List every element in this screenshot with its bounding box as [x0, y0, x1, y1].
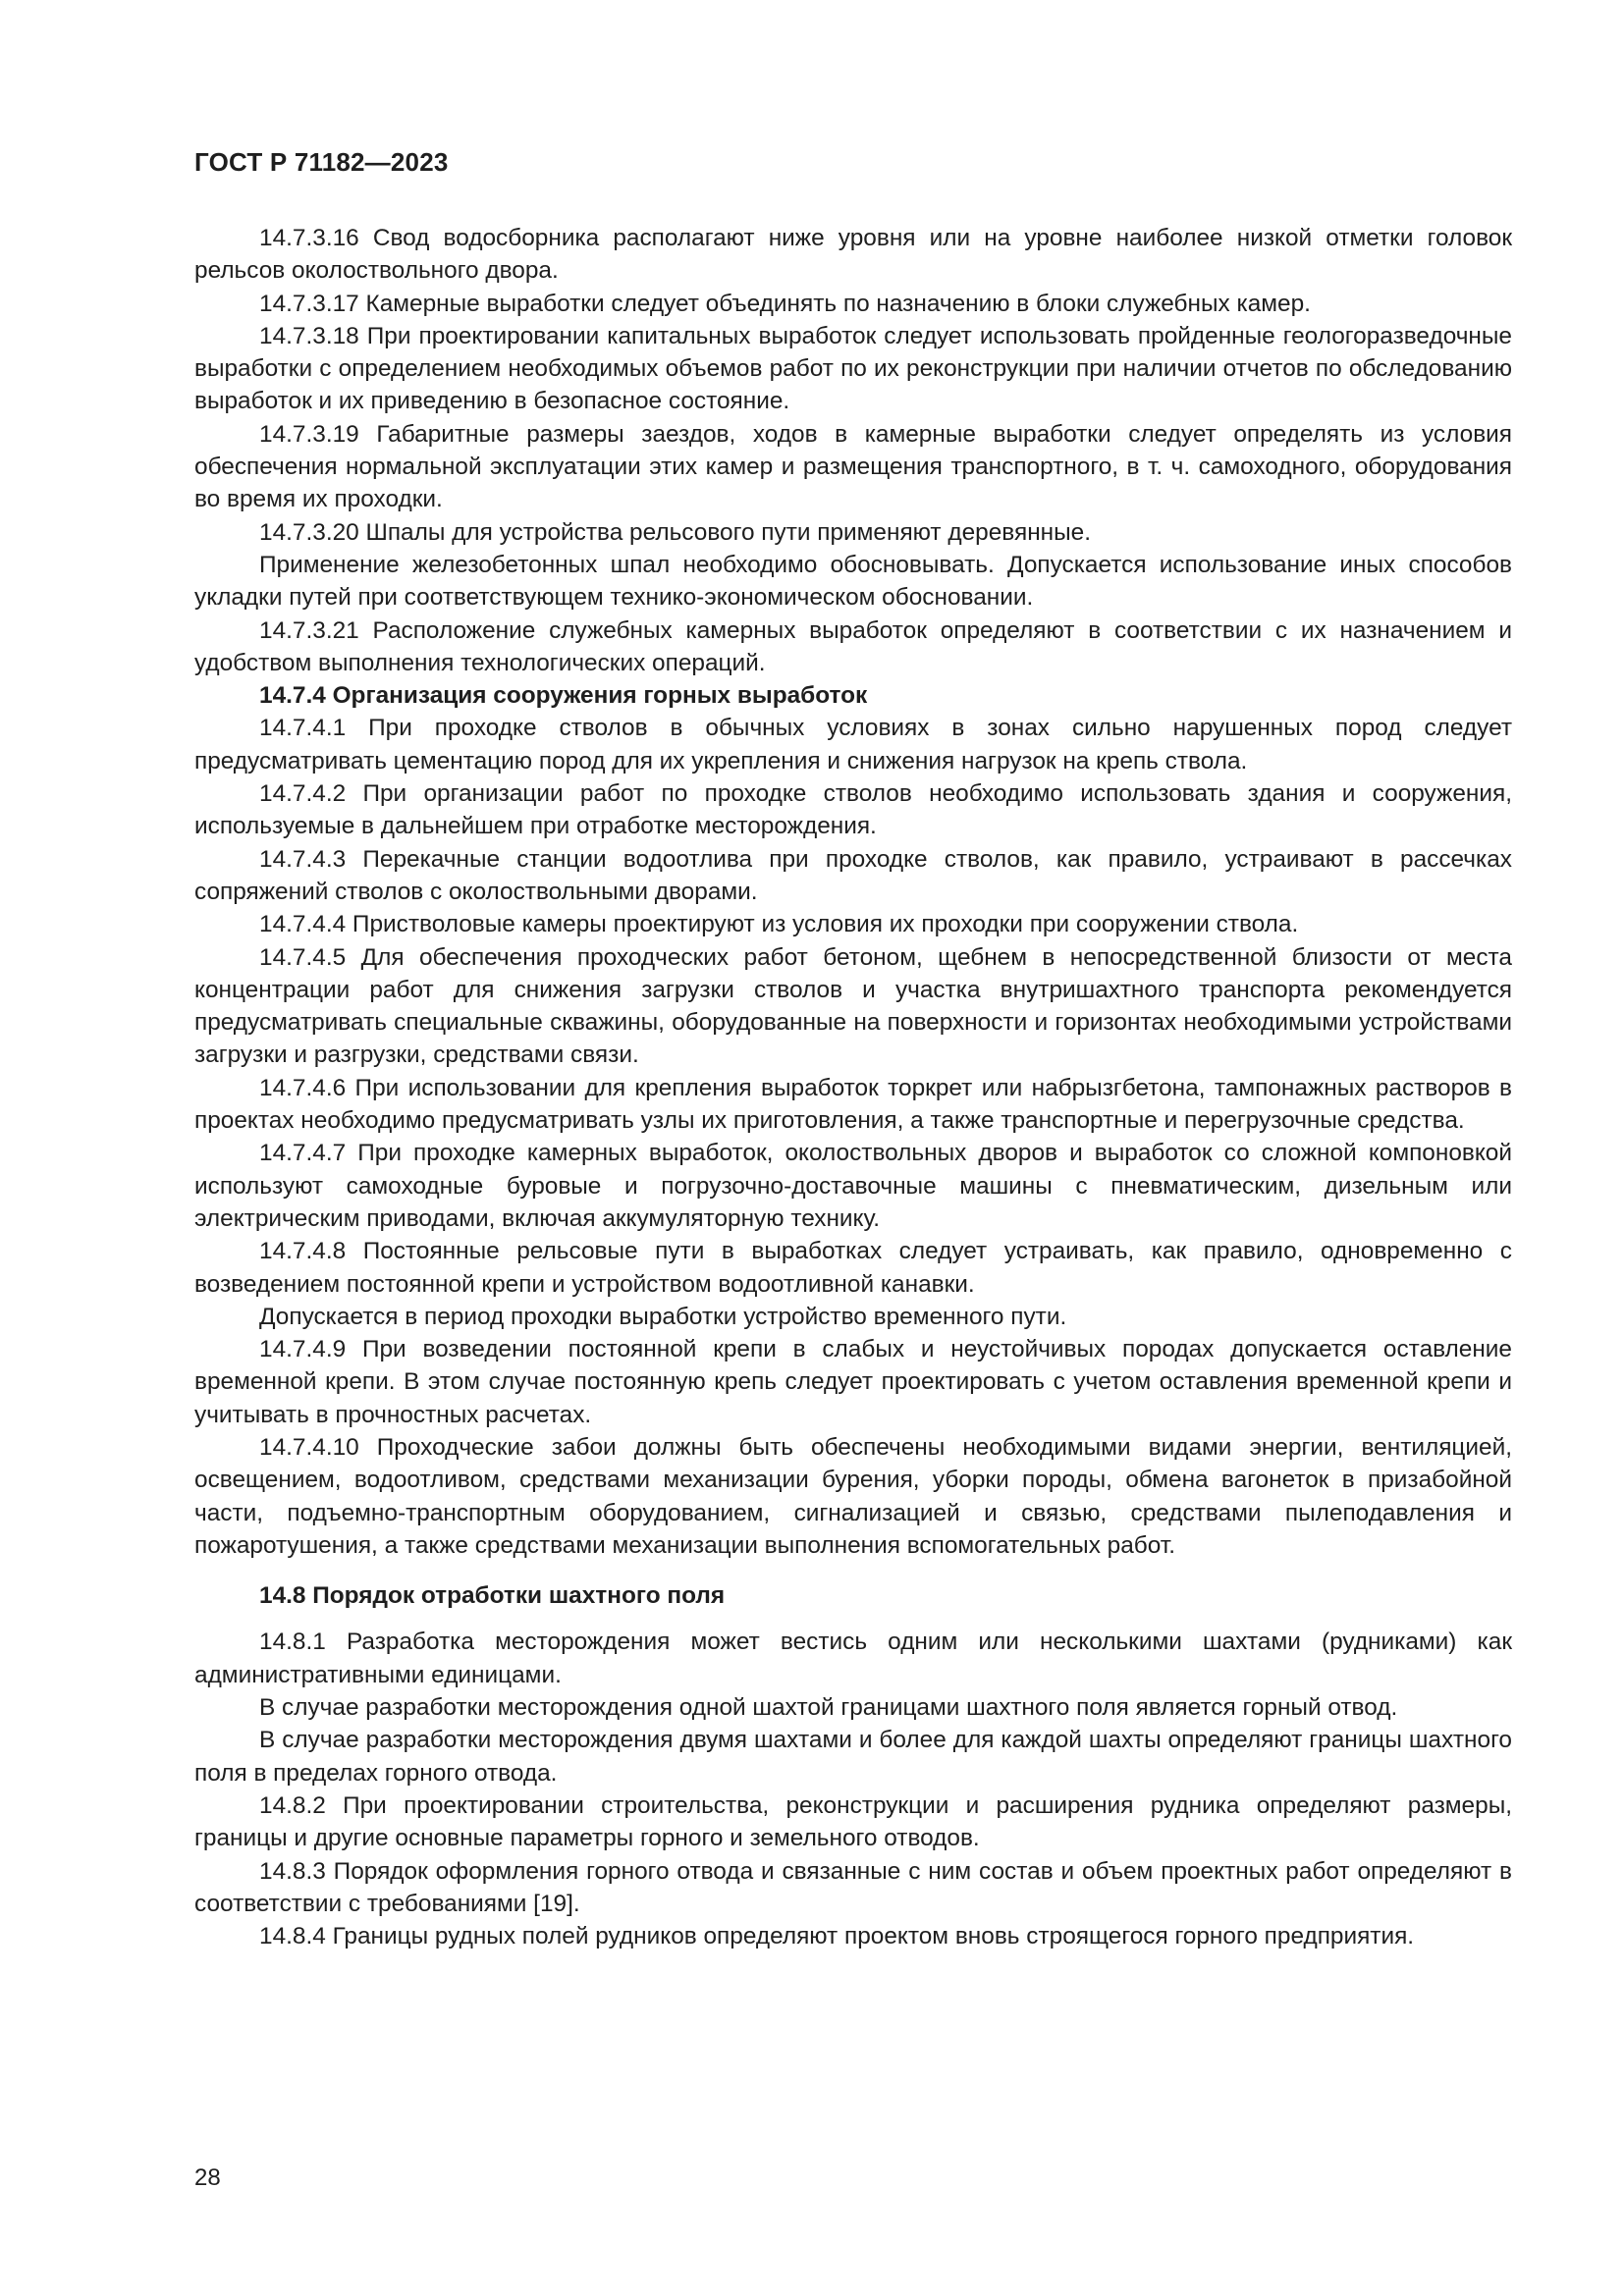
paragraph-14-7-4-7: 14.7.4.7 При проходке камерных выработок, околоствольных дворов и выработок со сложной компоновкой используют самоходные буровые и погрузочно-доставочные машины с пневматическим, дизельным или электрическим приводами, включая аккумуляторную технику.	[194, 1140, 1512, 1232]
paragraph-14-7-4-3: 14.7.4.3 Перекачные станции водоотлива при проходке стволов, как правило, устраивают в рассечках сопряжений стволов с околоствольными дворами.	[194, 845, 1512, 905]
paragraph-14-7-3-20: 14.7.3.20 Шпалы для устройства рельсового пути применяют деревянные.	[259, 518, 1092, 546]
paragraph-14-7-4-10: 14.7.4.10 Проходческие забои должны быть обеспечены необходимыми видами энергии, вентиляцией, освещением, водоотливом, средствами механизации бурения, уборки породы, обмена вагонеток в призабойной части, подъемно-транспортным оборудованием, сигнализацией и связью, средствами пылеподавления и пожаротушения, а также средствами механизации выполнения вспомогательных работ.	[194, 1433, 1512, 1559]
paragraph-temporary-track: Допускается в период проходки выработки устройство временного пути.	[259, 1303, 1067, 1330]
document-body	[194, 222, 1512, 1952]
paragraph-multiple-mines: В случае разработки месторождения двумя шахтами и более для каждой шахты определяют границы шахтного поля в пределах горного отвода.	[194, 1727, 1512, 1787]
paragraph-14-8-3: 14.8.3 Порядок оформления горного отвода и связанные с ним состав и объем проектных работ определяют в соответствии с требованиями [19].	[194, 1857, 1512, 1917]
paragraph-14-7-3-18: 14.7.3.18 При проектировании капитальных выработок следует использовать пройденные геологоразведочные выработки с определением необходимых объемов работ по их реконструкции при наличии отчетов по обследованию выработок и их приведению в безопасное состояние.	[194, 322, 1512, 415]
paragraph-14-8-1: 14.8.1 Разработка месторождения может вестись одним или несколькими шахтами (рудниками) как административными единицами.	[194, 1629, 1512, 1688]
paragraph-14-7-3-17: 14.7.3.17 Камерные выработки следует объединять по назначению в блоки служебных камер.	[259, 290, 1311, 317]
paragraph-14-7-4-1: 14.7.4.1 При проходке стволов в обычных условиях в зонах сильно нарушенных пород следует предусматривать цементацию пород для их укрепления и снижения нагрузок на крепь ствола.	[194, 715, 1512, 774]
paragraph-single-mine: В случае разработки месторождения одной шахтой границами шахтного поля является горный отвод.	[259, 1694, 1398, 1722]
paragraph-sleepers-note: Применение железобетонных шпал необходимо обосновывать. Допускается использование иных способов укладки путей при соответствующем технико-экономическом обосновании.	[194, 551, 1512, 612]
section-heading-14-7-4: 14.7.4 Организация сооружения горных выработок	[259, 682, 868, 710]
paragraph-14-7-4-8: 14.7.4.8 Постоянные рельсовые пути в выработках следует устраивать, как правило, одновременно с возведением постоянной крепи и устройством водоотливной канавки.	[194, 1238, 1512, 1298]
paragraph-14-7-4-2: 14.7.4.2 При организации работ по проходке стволов необходимо использовать здания и сооружения, используемые в дальнейшем при отработке месторождения.	[194, 780, 1512, 840]
paragraph-14-8-4: 14.8.4 Границы рудных полей рудников определяют проектом вновь строящегося горного предприятия.	[259, 1923, 1415, 1950]
page-number: 28	[194, 2164, 221, 2191]
document-header: ГОСТ Р 71182—2023	[194, 147, 449, 177]
paragraph-14-8-2: 14.8.2 При проектировании строительства, реконструкции и расширения рудника определяют размеры, границы и другие основные параметры горного и земельного отводов.	[194, 1791, 1512, 1852]
paragraph-14-7-3-16: 14.7.3.16 Свод водосборника располагают ниже уровня или на уровне наиболее низкой отметки головок рельсов околоствольного двора.	[194, 225, 1512, 285]
section-heading-14-8: 14.8 Порядок отработки шахтного поля	[259, 1582, 726, 1610]
paragraph-14-7-3-21: 14.7.3.21 Расположение служебных камерных выработок определяют в соответствии с их назначением и удобством выполнения технологических операций.	[194, 616, 1512, 676]
paragraph-14-7-4-5: 14.7.4.5 Для обеспечения проходческих работ бетоном, щебнем в непосредственной близости от места концентрации работ для снижения загрузки стволов и участка внутришахтного транспорта рекомендуется предусматривать специальные скважины, оборудованные на поверхности и горизонтах необходимыми устройствами загрузки и разгрузки, средствами связи.	[194, 943, 1512, 1069]
paragraph-14-7-4-9: 14.7.4.9 При возведении постоянной крепи в слабых и неустойчивых породах допускается оставление временной крепи. В этом случае постоянную крепь следует проектировать с учетом оставления временной крепи и учитывать в прочностных расчетах.	[194, 1336, 1512, 1428]
paragraph-14-7-3-19: 14.7.3.19 Габаритные размеры заездов, ходов в камерные выработки следует определять из условия обеспечения нормальной эксплуатации этих камер и размещения транспортного, в т. ч. самоходного, оборудования во время их проходки.	[194, 420, 1512, 513]
paragraph-14-7-4-6: 14.7.4.6 При использовании для крепления выработок торкрет или набрызгбетона, тампонажных растворов в проектах необходимо предусматривать узлы их приготовления, а также транспортные и перегрузочные средства.	[194, 1074, 1512, 1135]
paragraph-14-7-4-4: 14.7.4.4 Пристволовые камеры проектируют из условия их проходки при сооружении ствола.	[259, 911, 1299, 938]
